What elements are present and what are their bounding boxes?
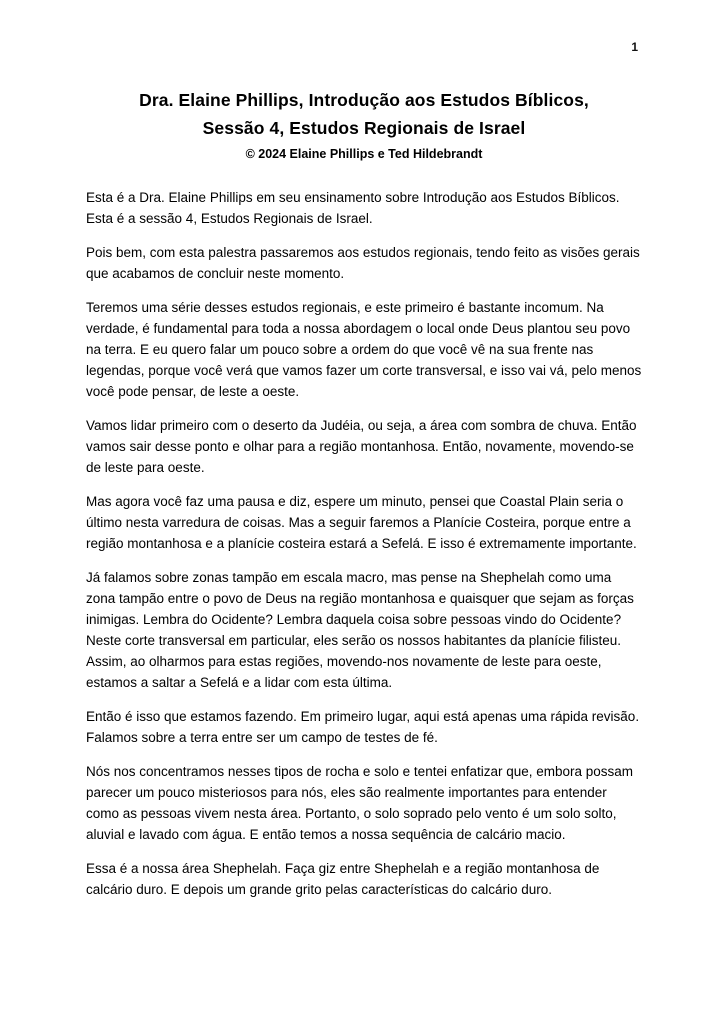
document-title	[86, 86, 642, 142]
paragraph: Já falamos sobre zonas tampão em escala macro, mas pense na Shephelah como uma zona tampão entre o povo de Deus na região montanhosa e quaisquer que sejam as forças inimigas. Lembra do Ocidente? Lembra daquela coisa sobre pessoas vindo do Ocidente? Neste corte transversal em particular, eles serão os nossos habitantes da planície filisteu. Assim, ao olharmos para estas regiões, movendo-nos novamente de leste para oeste, estamos a saltar a Sefelá e a lidar com esta última.	[86, 570, 634, 690]
document-title-line2: Sessão 4, Estudos Regionais de Israel	[202, 118, 526, 138]
paragraph: Então é isso que estamos fazendo. Em primeiro lugar, aqui está apenas uma rápida revisão. Falamos sobre a terra entre ser um campo de testes de fé.	[86, 709, 640, 745]
paragraph: Teremos uma série desses estudos regionais, e este primeiro é bastante incomum. Na verdade, é fundamental para toda a nossa abordagem o local onde Deus plantou seu povo na terra. E eu quero falar um pouco sobre a ordem do que você vê na sua frente nas legendas, porque você verá que vamos fazer um corte transversal, e isso vai vá, pelo menos você pode pensar, de leste a oeste.	[86, 300, 642, 399]
paragraph: Mas agora você faz uma pausa e diz, espere um minuto, pensei que Coastal Plain seria o último nesta varredura de coisas. Mas a seguir faremos a Planície Costeira, porque entre a região montanhosa e a planície costeira estará a Sefelá. E isso é extremamente importante.	[86, 494, 637, 551]
paragraph: Vamos lidar primeiro com o deserto da Judéia, ou seja, a área com sombra de chuva. Então vamos sair desse ponto e olhar para a região montanhosa. Então, novamente, movendo-se de leste para oeste.	[86, 418, 637, 475]
paragraph: Esta é a Dra. Elaine Phillips em seu ensinamento sobre Introdução aos Estudos Bíblicos. Esta é a sessão 4, Estudos Regionais de Israel.	[86, 190, 620, 226]
document-title-line1: Dra. Elaine Phillips, Introdução aos Estudos Bíblicos,	[139, 90, 589, 110]
page-number: 1	[631, 40, 638, 54]
paragraph: Pois bem, com esta palestra passaremos aos estudos regionais, tendo feito as visões gerais que acabamos de concluir neste momento.	[86, 245, 640, 281]
paragraph: Nós nos concentramos nesses tipos de rocha e solo e tentei enfatizar que, embora possam parecer um pouco misteriosos para nós, eles são realmente importantes para entender como as pessoas vivem nesta área. Portanto, o solo soprado pelo vento é um solo solto, aluvial e lavado com água. E então temos a nossa sequência de calcário macio.	[86, 764, 634, 842]
copyright-line: © 2024 Elaine Phillips e Ted Hildebrandt	[245, 147, 483, 161]
paragraph: Essa é a nossa área Shephelah. Faça giz entre Shephelah e a região montanhosa de calcário duro. E depois um grande grito pelas características do calcário duro.	[86, 861, 600, 897]
paragraphs	[86, 187, 642, 900]
